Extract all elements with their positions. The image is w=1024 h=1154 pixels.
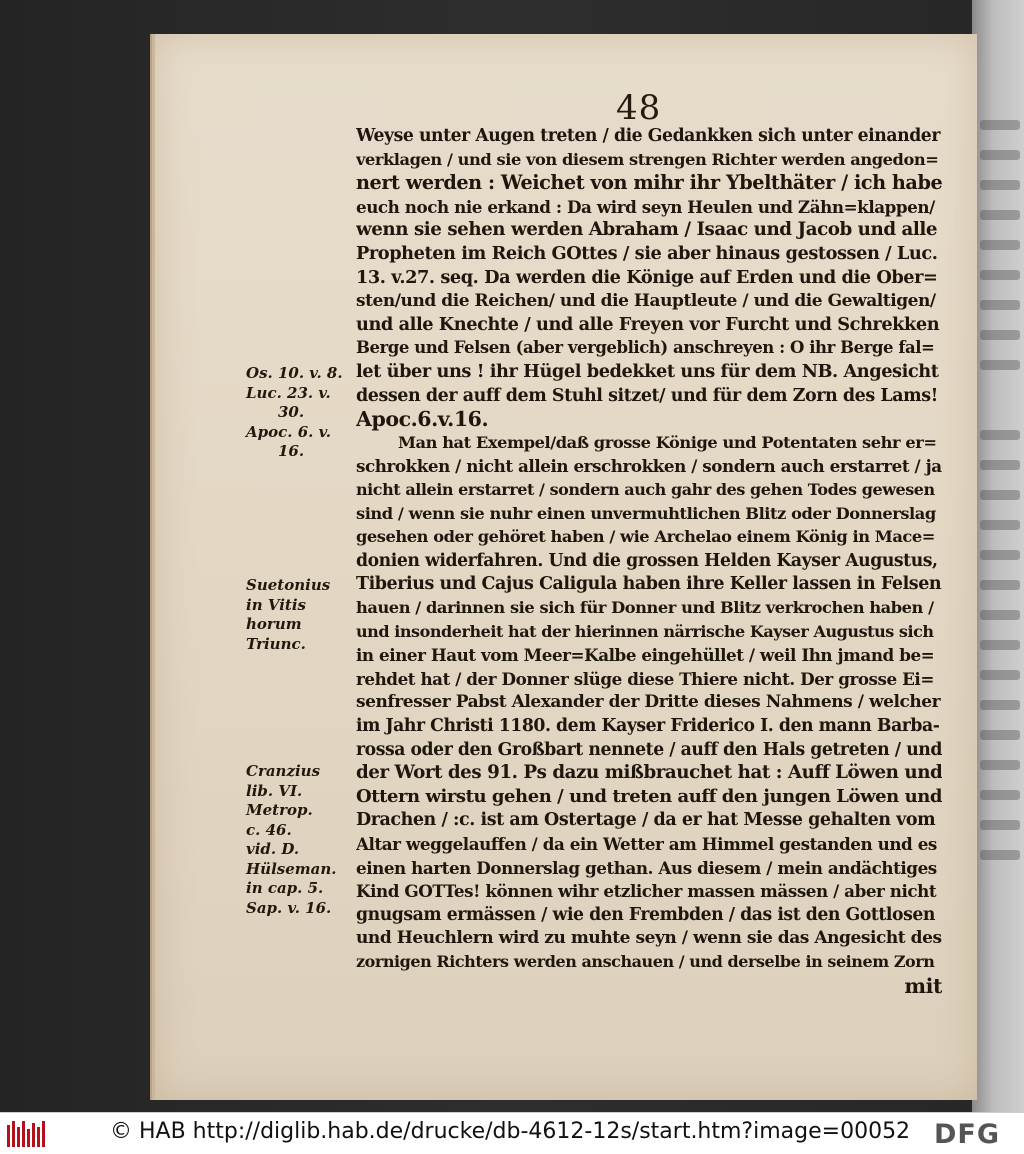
text-line: senfresser Pabst Alexander der Dritte dieses Nahmens / welcher xyxy=(356,692,941,713)
text-line: der Wort des 91. Ps dazu mißbrauchet hat : Auff Löwen und xyxy=(356,762,942,784)
text-line: Weyse unter Augen treten / die Gedankken sich unter einander xyxy=(356,126,940,146)
marginal-note-line: Sap. v. 16. xyxy=(246,898,332,917)
text-line: einen harten Donnerslag gethan. Aus diesem / mein andächtiges xyxy=(356,857,937,878)
dfg-logo: DFG xyxy=(934,1119,1001,1150)
text-line: rossa oder den Großbart nennete / auff den Hals getreten / und xyxy=(356,739,942,760)
text-line: verklagen / und sie von diesem strengen Richter werden angedon= xyxy=(356,149,939,169)
marginal-note-line: c. 46. xyxy=(246,820,292,839)
marginal-note-line: lib. VI. xyxy=(246,781,303,800)
text-line: Altar weggelauffen / da ein Wetter am Himmel gestanden und es xyxy=(356,834,937,854)
marginal-note-line: vid. D. xyxy=(246,840,300,858)
adjacent-page-edge xyxy=(972,0,1024,1112)
page-number: 48 xyxy=(616,88,662,128)
text-line: rehdet hat / der Donner slüge diese Thiere nicht. Der grosse Ei= xyxy=(356,668,934,689)
text-line: wenn sie sehen werden Abraham / Isaac und Jacob und alle xyxy=(356,219,938,241)
text-line: nicht allein erstarret / sondern auch gahr des gehen Todes gewesen xyxy=(356,480,935,499)
text-line: und alle Knechte / und alle Freyen vor Furcht und Schrekken xyxy=(356,313,940,335)
marginal-note-line: in cap. 5. xyxy=(246,879,324,897)
text-line: Berge und Felsen (aber vergeblich) anschreyen : O ihr Berge fal= xyxy=(356,338,935,358)
marginal-note-line: horum xyxy=(246,615,302,633)
text-line: im Jahr Christi 1180. dem Kayser Friderico I. den mann Barba- xyxy=(356,716,940,736)
text-line: gnugsam ermässen / wie den Frembden / das ist den Gottlosen xyxy=(356,904,935,925)
text-line: sind / wenn sie nuhr einen unvermuhtlichen Blitz oder Donnerslag xyxy=(356,503,936,523)
text-line: hauen / darinnen sie sich für Donner und Blitz verkrochen haben / xyxy=(356,598,934,617)
text-line: donien widerfahren. Und die grossen Helden Kayser Augustus, xyxy=(356,550,938,571)
marginal-note-line: Os. 10. v. 8. xyxy=(246,364,343,382)
text-line: in einer Haut vom Meer=Kalbe eingehüllet / weil Ihn jmand be= xyxy=(356,645,935,666)
text-line: Kind GOTTes! können wihr etzlicher massen mässen / aber nicht xyxy=(356,881,937,902)
text-line: Ottern wirstu gehen / und treten auff den jungen Löwen und xyxy=(356,785,942,807)
text-line: mit xyxy=(904,973,942,998)
text-line: zornigen Richters werden anschauen / und derselbe in seinem Zorn xyxy=(356,952,935,971)
marginal-note-line: 16. xyxy=(278,442,305,460)
marginal-note-line: 30. xyxy=(278,403,305,421)
marginal-note-line: Luc. 23. v. xyxy=(246,383,331,402)
marginal-note-line: Triunc. xyxy=(246,634,306,653)
text-line: 13. v.27. seq. Da werden die Könige auf Erden und die Ober= xyxy=(356,266,938,288)
text-line: euch noch nie erkand : Da wird seyn Heulen und Zähn=klappen/ xyxy=(356,196,935,217)
marginal-note-line: Cranzius xyxy=(246,762,321,780)
footer-url-link[interactable]: © HAB http://diglib.hab.de/drucke/db-4612-12s/start.htm?image=00052 xyxy=(110,1119,911,1144)
text-line: Man hat Exempel/daß grosse Könige und Potentaten sehr er= xyxy=(398,432,937,452)
text-line: und insonderheit hat der hierinnen närrische Kayser Augustus sich xyxy=(356,621,934,641)
text-line: und Heuchlern wird zu muhte seyn / wenn sie das Angesicht des xyxy=(356,928,942,949)
marginal-note-line: Suetonius xyxy=(246,576,331,594)
footer-bar xyxy=(0,1112,1024,1154)
text-line: gesehen oder gehöret haben / wie Archelao einem König in Mace= xyxy=(356,527,935,547)
text-line: sten/und die Reichen/ und die Hauptleute / und die Gewaltigen/ xyxy=(356,291,936,312)
marginal-note-line: in Vitis xyxy=(246,595,306,614)
text-line: let über uns ! ihr Hügel bedekket uns für dem NB. Angesicht xyxy=(356,361,939,382)
text-line: schrokken / nicht allein erschrokken / sondern auch erstarret / ja xyxy=(356,456,942,477)
marginal-note-line: Metrop. xyxy=(246,801,313,819)
marginal-note-line: Hülseman. xyxy=(246,859,337,878)
text-line: Tiberius und Cajus Caligula haben ihre Keller lassen in Felsen xyxy=(356,574,942,595)
text-line: Propheten im Reich GOttes / sie aber hinaus gestossen / Luc. xyxy=(356,243,938,264)
text-line: nert werden : Weichet von mihr ihr Ybelthäter / ich habe xyxy=(356,171,942,195)
text-line: Apoc.6.v.16. xyxy=(356,407,489,432)
text-line: dessen der auff dem Stuhl sitzet/ und für dem Zorn des Lams! xyxy=(356,385,938,406)
hab-logo-icon[interactable] xyxy=(6,1119,48,1149)
text-line: Drachen / :c. ist am Ostertage / da er hat Messe gehalten vom xyxy=(356,810,936,831)
marginal-note-line: Apoc. 6. v. xyxy=(246,422,332,441)
